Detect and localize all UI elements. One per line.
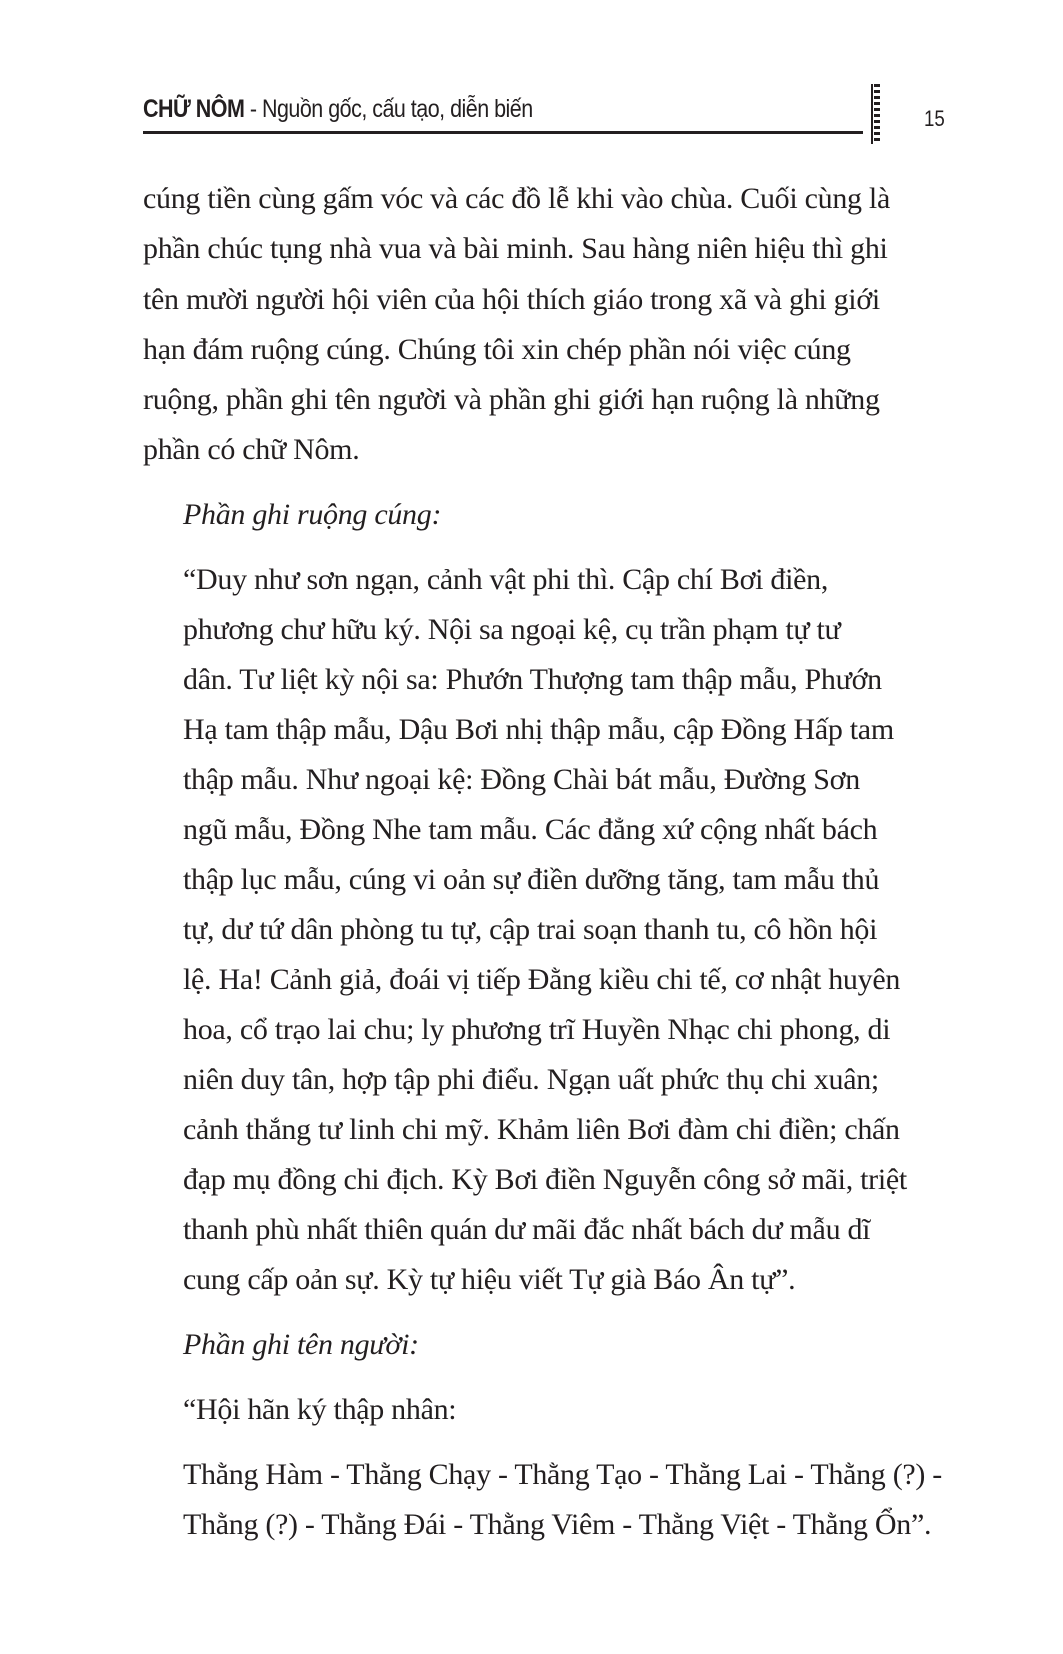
body-line: hạn đám ruộng cúng. Chúng tôi xin chép phần nói việc cúng (143, 333, 851, 366)
quote-line: đạp mụ đồng chi địch. Kỳ Bơi điền Nguyễn công sở mãi, triệt (183, 1163, 907, 1196)
quote-line: lệ. Ha! Cảnh giả, đoái vị tiếp Đằng kiều chi tế, cơ nhật huyên (183, 963, 901, 996)
quote-line: cung cấp oản sự. Kỳ tự hiệu viết Tự già Báo Ân tự”. (183, 1263, 796, 1296)
quote-line: tự, dư tứ dân phòng tu tự, cập trai soạn thanh tu, cô hồn hội (183, 913, 878, 946)
body-line: tên mười người hội viên của hội thích giáo trong xã và ghi giới (143, 283, 880, 316)
page-number: 15 (924, 106, 945, 131)
section-heading-names: Phần ghi tên người: (183, 1328, 419, 1361)
running-header-title (143, 95, 533, 124)
quote-line: thập lục mẫu, cúng vi oản sự điền dưỡng tăng, tam mẫu thủ (183, 863, 880, 896)
body-line: ruộng, phần ghi tên người và phần ghi giới hạn ruộng là những (143, 383, 880, 416)
header-title-bold: CHỮ NÔM (143, 95, 245, 123)
quote-line: thanh phù nhất thiên quán dư mãi đắc nhất bách dư mẫu dĩ (183, 1213, 871, 1246)
quote-line: cảnh thắng tư linh chi mỹ. Khảm liên Bơi đàm chi điền; chấn (183, 1113, 900, 1146)
quote-line: Hạ tam thập mẫu, Dậu Bơi nhị thập mẫu, cập Đồng Hấp tam (183, 713, 894, 746)
quote-line: dân. Tư liệt kỳ nội sa: Phướn Thượng tam thập mẫu, Phướn (183, 663, 882, 696)
header-ornament (874, 84, 880, 144)
header-title-subtitle: - Nguồn gốc, cấu tạo, diễn biến (244, 95, 533, 123)
body-line: phần có chữ Nôm. (143, 433, 360, 466)
quote-line: hoa, cổ trạo lai chu; ly phương trĩ Huyền Nhạc chi phong, di (183, 1013, 891, 1046)
names-line: Thằng (?) - Thằng Đái - Thằng Viêm - Thằng Việt - Thằng Ổn”. (183, 1508, 932, 1541)
body-line: cúng tiền cùng gấm vóc và các đồ lễ khi vào chùa. Cuối cùng là (143, 182, 890, 215)
body-line: phần chúc tụng nhà vua và bài minh. Sau hàng niên hiệu thì ghi (143, 232, 888, 265)
section-heading-field-offering: Phần ghi ruộng cúng: (183, 498, 442, 531)
quote-line: phương chư hữu ký. Nội sa ngoại kệ, cụ trần phạm tự tư (183, 613, 841, 646)
quote-line: thập mẫu. Như ngoại kệ: Đồng Chài bát mẫu, Đường Sơn (183, 763, 860, 796)
header-rule (143, 131, 863, 134)
quote-intro: “Hội hãn ký thập nhân: (183, 1393, 457, 1426)
quote-line: ngũ mẫu, Đồng Nhe tam mẫu. Các đẳng xứ cộng nhất bách (183, 813, 878, 846)
names-line: Thằng Hàm - Thằng Chạy - Thằng Tạo - Thằng Lai - Thằng (?) - (183, 1458, 942, 1491)
quote-line: “Duy như sơn ngạn, cảnh vật phi thì. Cập chí Bơi điền, (183, 563, 829, 596)
quote-line: niên duy tân, hợp tập phi điểu. Ngạn uất phức thụ chi xuân; (183, 1063, 879, 1096)
